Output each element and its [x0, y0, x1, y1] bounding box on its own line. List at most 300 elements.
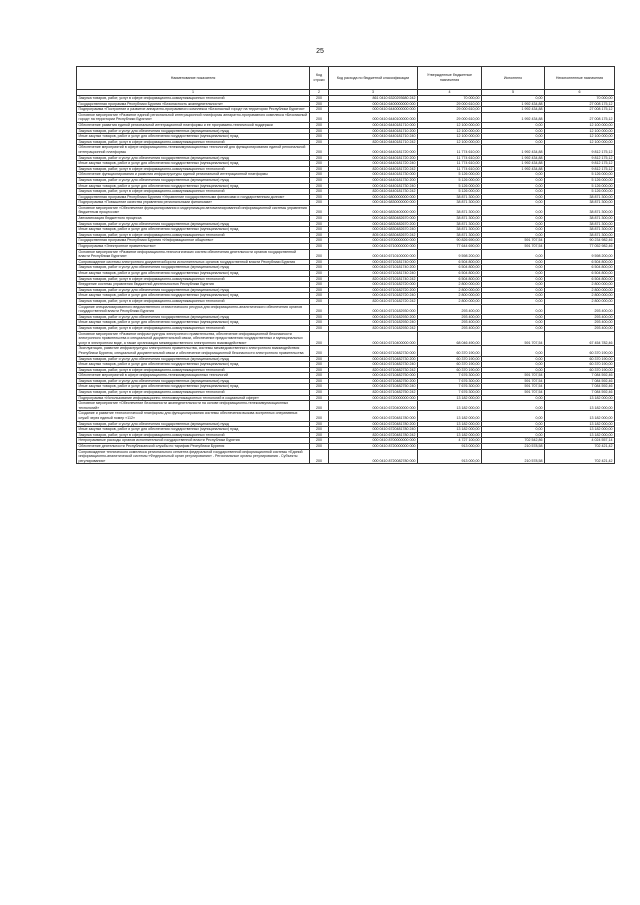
indicator-name-cell: Закупка товаров, работ, услуг в сфере информационно-коммуникационных технологий: [77, 298, 310, 304]
unexecuted-amount-cell: 27 008 175,12: [545, 101, 615, 107]
unexecuted-amount-cell: 38 871 300,00: [545, 216, 615, 222]
approved-amount-cell: 68 046 490,00: [418, 331, 482, 346]
executed-amount-cell: 1 992 434,88: [482, 145, 545, 155]
line-code-cell: 200: [310, 194, 329, 200]
unexecuted-amount-cell: 27 008 175,12: [545, 107, 615, 113]
unexecuted-amount-cell: 38 871 300,00: [545, 205, 615, 215]
column-header: Наименование показателя: [77, 67, 310, 90]
executed-amount-cell: 591 707,54: [482, 331, 545, 346]
line-code-cell: 200: [310, 395, 329, 401]
table-row: [77, 449, 615, 464]
budget-code-cell: 820 0410 6720481780 242: [329, 432, 418, 438]
indicator-name-cell: Обеспечение развития единой региональной интеграционной платформы и ее программно-технической поддержки: [77, 122, 310, 128]
budget-code-cell: 000 0410 8700000000 000: [329, 438, 418, 444]
line-code-cell: 200: [310, 107, 329, 113]
unexecuted-amount-cell: 5 126 000,00: [545, 183, 615, 189]
approved-amount-cell: 7 676 300,00: [418, 373, 482, 379]
budget-code-cell: 000 0410 6710182720 000: [329, 282, 418, 288]
unexecuted-amount-cell: 12 100 000,00: [545, 128, 615, 134]
indicator-name-cell: Иные закупки товаров, работ и услуг для обеспечения государственных (муниципальных) нужд: [77, 293, 310, 299]
line-code-cell: 200: [310, 325, 329, 331]
line-code-cell: 200: [310, 183, 329, 189]
approved-amount-cell: 77 644 690,00: [418, 244, 482, 250]
approved-amount-cell: 90 826 690,00: [418, 238, 482, 244]
executed-amount-cell: 0,00: [482, 432, 545, 438]
approved-amount-cell: 12 100 000,00: [418, 134, 482, 140]
budget-code-cell: 820 0410 6440181710 242: [329, 139, 418, 145]
executed-amount-cell: 0,00: [482, 287, 545, 293]
line-code-cell: 200: [310, 356, 329, 362]
unexecuted-amount-cell: 702 421,42: [545, 449, 615, 464]
executed-amount-cell: 1 992 434,88: [482, 101, 545, 107]
budget-code-cell: 000 0410 6710482750 200: [329, 378, 418, 384]
approved-amount-cell: 29 000 610,00: [418, 101, 482, 107]
executed-amount-cell: 591 707,54: [482, 244, 545, 250]
line-code-cell: 200: [310, 438, 329, 444]
unexecuted-amount-cell: 4 024 557,14: [545, 438, 615, 444]
indicator-name-cell: Сопровождение системы электронного документооборота исполнительных органов государственной власти Республики Бурятия: [77, 259, 310, 265]
approved-amount-cell: 60 370 190,00: [418, 346, 482, 356]
line-code-cell: 200: [310, 166, 329, 172]
indicator-name-cell: Иные закупки товаров, работ и услуг для обеспечения государственных (муниципальных) нужд: [77, 271, 310, 277]
line-code-cell: 200: [310, 411, 329, 421]
line-code-cell: 200: [310, 276, 329, 282]
line-code-cell: 200: [310, 390, 329, 396]
table-row: [77, 304, 615, 314]
budget-code-cell: 000 0410 6710482750 240: [329, 384, 418, 390]
approved-amount-cell: 5 126 000,00: [418, 172, 482, 178]
executed-amount-cell: 591 707,54: [482, 378, 545, 384]
line-code-cell: 200: [310, 449, 329, 464]
indicator-name-cell: Основное мероприятие «Развитие инфраструктуры электронного правительства, обеспечение информационной безопасности электронного правительства и специальной документальной связи, обеспечение предоставления государственных и муниципальных услуг в электронном виде, а также организация межведомственного электронного взаимодействия»: [77, 331, 310, 346]
budget-code-cell: 000 0410 6710482730 240: [329, 362, 418, 368]
approved-amount-cell: 293 400,00: [418, 314, 482, 320]
executed-amount-cell: 1 992 434,88: [482, 161, 545, 167]
budget-code-cell: 000 0410 6710182930 000: [329, 304, 418, 314]
budget-code-cell: 820 0410 6440181730 242: [329, 189, 418, 195]
line-code-cell: 200: [310, 293, 329, 299]
column-header: Утвержденные бюджетные назначения: [418, 67, 482, 90]
unexecuted-amount-cell: 13 182 000,00: [545, 395, 615, 401]
budget-code-cell: 000 0410 6440181720 000: [329, 145, 418, 155]
approved-amount-cell: 6 504 800,00: [418, 259, 482, 265]
approved-amount-cell: 29 000 610,00: [418, 112, 482, 122]
unexecuted-amount-cell: 13 182 000,00: [545, 401, 615, 411]
executed-amount-cell: 0,00: [482, 276, 545, 282]
executed-amount-cell: 0,00: [482, 139, 545, 145]
approved-amount-cell: 5 126 000,00: [418, 177, 482, 183]
indicator-name-cell: Непрограммные расходы органов исполнительной государственной власти Республики Бурятия: [77, 438, 310, 444]
unexecuted-amount-cell: 7 084 592,46: [545, 384, 615, 390]
approved-amount-cell: 5 126 000,00: [418, 189, 482, 195]
indicator-name-cell: Автоматизация бюджетного процесса: [77, 216, 310, 222]
column-number: 2: [310, 90, 329, 96]
budget-code-cell: 000 0410 6720481780 200: [329, 421, 418, 427]
indicator-name-cell: Государственная программа Республики Бурятия «Информационное общество»: [77, 238, 310, 244]
indicator-name-cell: Закупка товаров, работ, услуг в сфере информационно-коммуникационных технологий: [77, 276, 310, 282]
line-code-cell: 200: [310, 265, 329, 271]
budget-code-cell: 000 0410 6710482730 200: [329, 356, 418, 362]
executed-amount-cell: 0,00: [482, 259, 545, 265]
budget-code-cell: 000 0410 6720481780 000: [329, 411, 418, 421]
line-code-cell: 200: [310, 421, 329, 427]
executed-amount-cell: 0,00: [482, 221, 545, 227]
unexecuted-amount-cell: 2 800 000,00: [545, 282, 615, 288]
budget-code-cell: 000 0410 6830482670 240: [329, 227, 418, 233]
approved-amount-cell: 13 182 000,00: [418, 411, 482, 421]
table-row: [77, 145, 615, 155]
approved-amount-cell: 5 126 000,00: [418, 183, 482, 189]
budget-code-cell: 000 0410 6710182720 240: [329, 293, 418, 299]
line-code-cell: 200: [310, 101, 329, 107]
executed-amount-cell: 0,00: [482, 265, 545, 271]
budget-code-cell: 820 0410 6440181720 242: [329, 166, 418, 172]
approved-amount-cell: 13 182 000,00: [418, 432, 482, 438]
approved-amount-cell: 293 400,00: [418, 325, 482, 331]
approved-amount-cell: 13 182 000,00: [418, 395, 482, 401]
approved-amount-cell: 38 871 300,00: [418, 232, 482, 238]
executed-amount-cell: 0,00: [482, 216, 545, 222]
unexecuted-amount-cell: 13 182 000,00: [545, 432, 615, 438]
unexecuted-amount-cell: 77 052 982,46: [545, 244, 615, 250]
indicator-name-cell: Обеспечение мероприятий в сфере информационно-телекоммуникационных технологий для функционирования единой региональной интеграционной платформы: [77, 145, 310, 155]
approved-amount-cell: 913 000,00: [418, 449, 482, 464]
table-row: [77, 249, 615, 259]
budget-code-cell: 000 0410 6720400000 000: [329, 401, 418, 411]
column-number: 1: [77, 90, 310, 96]
executed-amount-cell: 591 707,54: [482, 373, 545, 379]
line-code-cell: 200: [310, 145, 329, 155]
unexecuted-amount-cell: 9 598 200,00: [545, 249, 615, 259]
unexecuted-amount-cell: 6 504 800,00: [545, 276, 615, 282]
unexecuted-amount-cell: 27 008 175,12: [545, 112, 615, 122]
indicator-name-cell: Основное мероприятие «Обеспечение функционирования и модернизация автоматизированной информационной системы управления бюджетным процессом»: [77, 205, 310, 215]
approved-amount-cell: 6 504 800,00: [418, 271, 482, 277]
indicator-name-cell: Закупка товаров, работ и услуг для обеспечения государственных (муниципальных) нужд: [77, 221, 310, 227]
budget-code-cell: 000 0410 6830482670 200: [329, 221, 418, 227]
budget-code-cell: 000 0410 6710181740 000: [329, 259, 418, 265]
executed-amount-cell: 0,00: [482, 172, 545, 178]
unexecuted-amount-cell: 293 400,00: [545, 314, 615, 320]
indicator-name-cell: Внедрение системы управления бюджетной деятельностью Республики Бурятия: [77, 282, 310, 288]
indicator-name-cell: Эксплуатация, развитие инфраструктуры электронного правительства, системы межведомственного электронного взаимодействия Республики Бурятия, специальной документальной связи и обеспечение информационной безопасности электронного правительства: [77, 346, 310, 356]
budget-code-cell: 000 0410 6400000000 000: [329, 101, 418, 107]
budget-code-cell: 820 0410 6710482750 242: [329, 390, 418, 396]
indicator-name-cell: Иные закупки товаров, работ и услуг для обеспечения государственных (муниципальных) нужд: [77, 183, 310, 189]
approved-amount-cell: 913 000,00: [418, 444, 482, 450]
unexecuted-amount-cell: 6 504 800,00: [545, 259, 615, 265]
column-header: Исполнено: [482, 67, 545, 90]
executed-amount-cell: 0,00: [482, 395, 545, 401]
executed-amount-cell: 0,00: [482, 227, 545, 233]
budget-code-cell: 000 0410 6440000000 000: [329, 107, 418, 113]
budget-code-cell: 820 0410 6710482730 242: [329, 367, 418, 373]
budget-code-cell: 000 0410 6440181710 000: [329, 122, 418, 128]
budget-code-cell: 000 0410 6440181720 240: [329, 161, 418, 167]
indicator-name-cell: Обеспечение функционирования и развития инфраструктуры единой региональной интеграционной платформы: [77, 172, 310, 178]
approved-amount-cell: 11 774 610,00: [418, 155, 482, 161]
budget-code-cell: 820 0410 6710182720 242: [329, 298, 418, 304]
unexecuted-amount-cell: 9 812 175,12: [545, 166, 615, 172]
column-number: 4: [418, 90, 482, 96]
approved-amount-cell: 12 100 000,00: [418, 139, 482, 145]
approved-amount-cell: 38 871 300,00: [418, 216, 482, 222]
executed-amount-cell: 210 578,58: [482, 444, 545, 450]
unexecuted-amount-cell: 60 370 190,00: [545, 346, 615, 356]
budget-code-cell: 000 0410 8720082780 000: [329, 449, 418, 464]
approved-amount-cell: 12 100 000,00: [418, 122, 482, 128]
approved-amount-cell: 13 182 000,00: [418, 421, 482, 427]
executed-amount-cell: 0,00: [482, 200, 545, 206]
line-code-cell: 200: [310, 401, 329, 411]
table-header-row: [77, 67, 615, 90]
executed-amount-cell: 0,00: [482, 183, 545, 189]
line-code-cell: 200: [310, 298, 329, 304]
approved-amount-cell: 38 871 300,00: [418, 205, 482, 215]
indicator-name-cell: Обеспечение деятельности Республиканской службы по тарифам Республики Бурятия: [77, 444, 310, 450]
executed-amount-cell: 702 542,86: [482, 438, 545, 444]
indicator-name-cell: Подпрограмма «Построение и развитие аппаратно-программного комплекса «Безопасный город» на территории Республики Бурятия»: [77, 107, 310, 113]
budget-code-cell: 000 0410 6710181740 200: [329, 265, 418, 271]
approved-amount-cell: 2 800 000,00: [418, 298, 482, 304]
line-code-cell: 200: [310, 367, 329, 373]
table-row: [77, 411, 615, 421]
budget-code-cell: 000 0410 6440181730 240: [329, 183, 418, 189]
approved-amount-cell: 4 727 100,00: [418, 438, 482, 444]
executed-amount-cell: 0,00: [482, 194, 545, 200]
line-code-cell: 200: [310, 205, 329, 215]
unexecuted-amount-cell: 7 084 592,46: [545, 373, 615, 379]
budget-code-cell: 805 0410 6830482670 242: [329, 232, 418, 238]
unexecuted-amount-cell: 9 812 175,12: [545, 155, 615, 161]
executed-amount-cell: 591 707,54: [482, 390, 545, 396]
executed-amount-cell: 0,00: [482, 134, 545, 140]
executed-amount-cell: 0,00: [482, 314, 545, 320]
approved-amount-cell: 7 676 300,00: [418, 384, 482, 390]
unexecuted-amount-cell: 9 812 175,12: [545, 161, 615, 167]
table-body: [77, 96, 615, 464]
executed-amount-cell: 0,00: [482, 177, 545, 183]
approved-amount-cell: 2 800 000,00: [418, 287, 482, 293]
approved-amount-cell: 293 400,00: [418, 320, 482, 326]
column-header: Код строки: [310, 67, 329, 90]
indicator-name-cell: Иные закупки товаров, работ и услуг для обеспечения государственных (муниципальных) нужд: [77, 134, 310, 140]
approved-amount-cell: 13 182 000,00: [418, 401, 482, 411]
column-number: 3: [329, 90, 418, 96]
executed-amount-cell: 0,00: [482, 232, 545, 238]
approved-amount-cell: 11 774 610,00: [418, 145, 482, 155]
budget-code-cell: 000 0410 6440181730 000: [329, 172, 418, 178]
indicator-name-cell: Закупка товаров, работ и услуг для обеспечения государственных (муниципальных) нужд: [77, 155, 310, 161]
indicator-name-cell: Обеспечение мероприятий в сфере информационно-телекоммуникационных технологий: [77, 373, 310, 379]
indicator-name-cell: Иные закупки товаров, работ и услуг для обеспечения государственных (муниципальных) нужд: [77, 161, 310, 167]
line-code-cell: 200: [310, 444, 329, 450]
executed-amount-cell: 1 992 434,88: [482, 155, 545, 161]
line-code-cell: 200: [310, 244, 329, 250]
indicator-name-cell: Закупка товаров, работ, услуг в сфере информационно-коммуникационных технологий: [77, 96, 310, 102]
unexecuted-amount-cell: 6 504 800,00: [545, 265, 615, 271]
executed-amount-cell: 0,00: [482, 293, 545, 299]
indicator-name-cell: Основное мероприятие «Развитие информационно-технологических систем обеспечения деятельности органов государственной власти Республики Бурятия»: [77, 249, 310, 259]
unexecuted-amount-cell: 702 421,42: [545, 444, 615, 450]
column-number: 6: [545, 90, 615, 96]
unexecuted-amount-cell: 13 182 000,00: [545, 411, 615, 421]
indicator-name-cell: Закупка товаров, работ и услуг для обеспечения государственных (муниципальных) нужд: [77, 356, 310, 362]
line-code-cell: 200: [310, 221, 329, 227]
line-code-cell: 200: [310, 427, 329, 433]
approved-amount-cell: 38 871 300,00: [418, 227, 482, 233]
indicator-name-cell: Закупка товаров, работ и услуг для обеспечения государственных (муниципальных) нужд: [77, 177, 310, 183]
approved-amount-cell: 293 400,00: [418, 304, 482, 314]
budget-code-cell: 000 0410 6440181710 240: [329, 134, 418, 140]
unexecuted-amount-cell: 60 370 190,00: [545, 362, 615, 368]
executed-amount-cell: 0,00: [482, 271, 545, 277]
executed-amount-cell: 0,00: [482, 367, 545, 373]
unexecuted-amount-cell: 6 504 800,00: [545, 271, 615, 277]
line-code-cell: 200: [310, 227, 329, 233]
unexecuted-amount-cell: 13 182 000,00: [545, 421, 615, 427]
indicator-name-cell: Иные закупки товаров, работ и услуг для обеспечения государственных (муниципальных) нужд: [77, 427, 310, 433]
indicator-name-cell: Закупка товаров, работ и услуг для обеспечения государственных (муниципальных) нужд: [77, 314, 310, 320]
executed-amount-cell: 591 707,54: [482, 238, 545, 244]
unexecuted-amount-cell: 70 000,00: [545, 96, 615, 102]
indicator-name-cell: Государственная программа Республики Бурятия «Управление государственными финансами и государственным долгом»: [77, 194, 310, 200]
line-code-cell: 200: [310, 216, 329, 222]
executed-amount-cell: 0,00: [482, 122, 545, 128]
executed-amount-cell: 591 707,54: [482, 384, 545, 390]
budget-code-cell: 820 0410 6710182930 242: [329, 325, 418, 331]
indicator-name-cell: Закупка товаров, работ, услуг в сфере информационно-коммуникационных технологий: [77, 390, 310, 396]
budget-code-cell: 000 0410 6830482670 000: [329, 216, 418, 222]
line-code-cell: 200: [310, 287, 329, 293]
approved-amount-cell: 60 370 190,00: [418, 362, 482, 368]
indicator-name-cell: Создание и развитие технологической платформы для функционирования системы обеспечения вызова экстренных оперативных служб через единый номер «112»: [77, 411, 310, 421]
budget-code-cell: 000 0410 6710482730 000: [329, 346, 418, 356]
budget-code-cell: 000 0410 6440181710 200: [329, 128, 418, 134]
line-code-cell: 200: [310, 282, 329, 288]
executed-amount-cell: 0,00: [482, 96, 545, 102]
budget-code-cell: 000 0410 6440100000 000: [329, 112, 418, 122]
executed-amount-cell: 0,00: [482, 128, 545, 134]
line-code-cell: 200: [310, 249, 329, 259]
approved-amount-cell: 60 370 190,00: [418, 367, 482, 373]
column-number: 5: [482, 90, 545, 96]
budget-code-cell: 000 0410 8720000000 000: [329, 444, 418, 450]
line-code-cell: 200: [310, 346, 329, 356]
unexecuted-amount-cell: 13 182 000,00: [545, 427, 615, 433]
executed-amount-cell: 1 992 434,88: [482, 166, 545, 172]
unexecuted-amount-cell: 38 871 300,00: [545, 232, 615, 238]
table-row: [77, 331, 615, 346]
line-code-cell: 200: [310, 189, 329, 195]
budget-code-cell: 000 0410 6440181720 200: [329, 155, 418, 161]
unexecuted-amount-cell: 7 084 592,46: [545, 378, 615, 384]
indicator-name-cell: Закупка товаров, работ и услуг для обеспечения государственных (муниципальных) нужд: [77, 265, 310, 271]
budget-code-cell: 820 0410 6710181740 242: [329, 276, 418, 282]
executed-amount-cell: 0,00: [482, 249, 545, 259]
line-code-cell: 200: [310, 112, 329, 122]
executed-amount-cell: 0,00: [482, 427, 545, 433]
budget-code-cell: 000 0410 6710482750 000: [329, 373, 418, 379]
approved-amount-cell: 38 871 300,00: [418, 200, 482, 206]
column-header: Неисполненные назначения: [545, 67, 615, 90]
budget-code-cell: 000 0410 6700000000 000: [329, 238, 418, 244]
executed-amount-cell: 0,00: [482, 346, 545, 356]
budget-code-cell: 000 0410 6830000000 000: [329, 200, 418, 206]
executed-amount-cell: 0,00: [482, 298, 545, 304]
executed-amount-cell: 0,00: [482, 205, 545, 215]
unexecuted-amount-cell: 293 400,00: [545, 320, 615, 326]
line-code-cell: 200: [310, 259, 329, 265]
indicator-name-cell: Подпрограмма «Использование информационно-телекоммуникационных технологий в социальной сфере»: [77, 395, 310, 401]
unexecuted-amount-cell: 67 454 782,46: [545, 331, 615, 346]
line-code-cell: 200: [310, 200, 329, 206]
unexecuted-amount-cell: 5 126 000,00: [545, 189, 615, 195]
approved-amount-cell: 13 182 000,00: [418, 427, 482, 433]
indicator-name-cell: Закупка товаров, работ, услуг в сфере информационно-коммуникационных технологий: [77, 325, 310, 331]
indicator-name-cell: Иные закупки товаров, работ и услуг для обеспечения государственных (муниципальных) нужд: [77, 227, 310, 233]
executed-amount-cell: 0,00: [482, 304, 545, 314]
unexecuted-amount-cell: 2 800 000,00: [545, 298, 615, 304]
line-code-cell: 200: [310, 177, 329, 183]
line-code-cell: 200: [310, 232, 329, 238]
executed-amount-cell: 0,00: [482, 411, 545, 421]
unexecuted-amount-cell: 60 370 190,00: [545, 367, 615, 373]
indicator-name-cell: Подпрограмма «Повышение качества управления региональными финансами»: [77, 200, 310, 206]
budget-code-cell: 000 0410 6710182930 240: [329, 320, 418, 326]
table-row: [77, 112, 615, 122]
approved-amount-cell: 9 598 200,00: [418, 249, 482, 259]
line-code-cell: 200: [310, 139, 329, 145]
line-code-cell: 200: [310, 122, 329, 128]
unexecuted-amount-cell: 293 400,00: [545, 325, 615, 331]
line-code-cell: 200: [310, 362, 329, 368]
unexecuted-amount-cell: 12 100 000,00: [545, 139, 615, 145]
budget-code-cell: 000 0410 6710400000 000: [329, 331, 418, 346]
executed-amount-cell: 0,00: [482, 282, 545, 288]
unexecuted-amount-cell: 12 100 000,00: [545, 122, 615, 128]
executed-amount-cell: 0,00: [482, 401, 545, 411]
unexecuted-amount-cell: 7 084 592,46: [545, 390, 615, 396]
budget-code-cell: 000 0410 6710182720 200: [329, 287, 418, 293]
indicator-name-cell: Закупка товаров, работ, услуг в сфере информационно-коммуникационных технологий: [77, 232, 310, 238]
approved-amount-cell: 6 504 800,00: [418, 276, 482, 282]
executed-amount-cell: 0,00: [482, 356, 545, 362]
line-code-cell: 200: [310, 128, 329, 134]
unexecuted-amount-cell: 9 812 175,12: [545, 145, 615, 155]
table-row: [77, 401, 615, 411]
line-code-cell: 200: [310, 314, 329, 320]
indicator-name-cell: Основное мероприятие «Развитие единой региональной интеграционной платформы аппаратно-программного комплекса «Безопасный город» на территории Республики Бурятия»: [77, 112, 310, 122]
unexecuted-amount-cell: 60 370 190,00: [545, 356, 615, 362]
approved-amount-cell: 7 676 300,00: [418, 378, 482, 384]
indicator-name-cell: Закупка товаров, работ и услуг для обеспечения государственных (муниципальных) нужд: [77, 421, 310, 427]
unexecuted-amount-cell: 38 871 300,00: [545, 227, 615, 233]
indicator-name-cell: Закупка товаров, работ, услуг в сфере информационно-коммуникационных технологий: [77, 367, 310, 373]
unexecuted-amount-cell: 2 800 000,00: [545, 287, 615, 293]
approved-amount-cell: 11 774 610,00: [418, 161, 482, 167]
unexecuted-amount-cell: 2 800 000,00: [545, 293, 615, 299]
indicator-name-cell: Иные закупки товаров, работ и услуг для обеспечения государственных (муниципальных) нужд: [77, 320, 310, 326]
budget-code-cell: 000 0410 6710100000 000: [329, 249, 418, 259]
line-code-cell: 200: [310, 373, 329, 379]
line-code-cell: 200: [310, 96, 329, 102]
line-code-cell: 200: [310, 320, 329, 326]
unexecuted-amount-cell: 38 871 300,00: [545, 221, 615, 227]
indicator-name-cell: Закупка товаров, работ, услуг в сфере информационно-коммуникационных технологий: [77, 189, 310, 195]
budget-code-cell: 000 0410 6830400000 000: [329, 205, 418, 215]
table-row: [77, 346, 615, 356]
